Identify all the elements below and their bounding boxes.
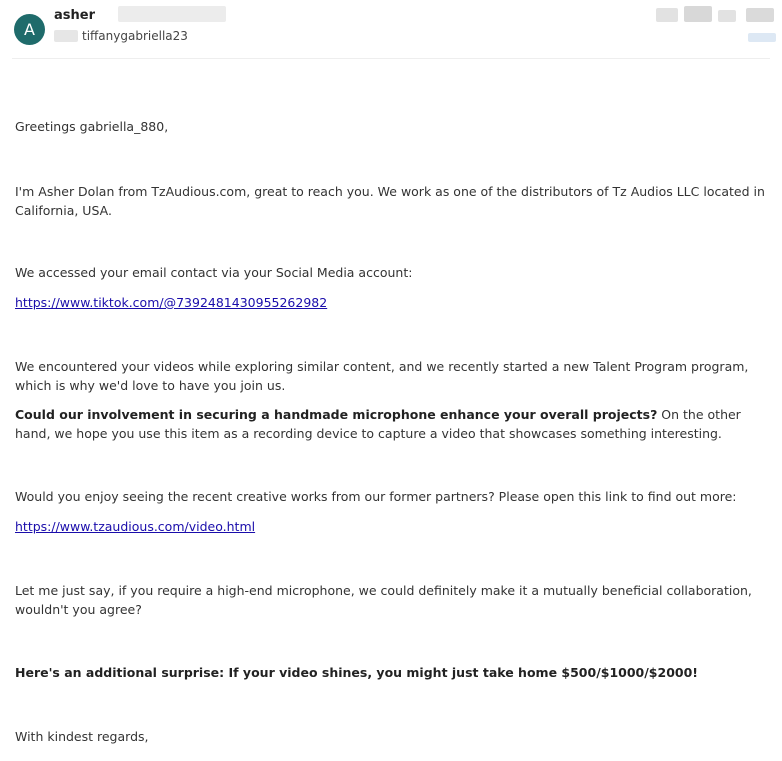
- partners-paragraph: Would you enjoy seeing the recent creative works from our former partners? Please open this link to find out more:: [15, 489, 737, 504]
- collaboration-paragraph: Let me just say, if you require a high-end microphone, we could definitely make it a mutually beneficial collaboration, wouldn't you agree?: [15, 583, 752, 617]
- redacted-block: [684, 6, 712, 22]
- email-header: [0, 0, 782, 58]
- video-link[interactable]: https://www.tzaudious.com/video.html: [15, 519, 256, 534]
- surprise-bold: Here's an additional surprise: If your video shines, you might just take home $500/$1000/$2000!: [15, 665, 698, 680]
- talent-program-paragraph: We encountered your videos while exploring similar content, and we recently started a new Talent Program program, which is why we'd love to have you join us.: [15, 359, 749, 393]
- sender-avatar[interactable]: A: [14, 14, 45, 45]
- question-rest: On the other hand, we hope you use this item as a recording device to capture a video that showcases something interesting.: [15, 407, 741, 441]
- surprise-paragraph: [15, 664, 771, 683]
- social-link-line: [15, 294, 771, 313]
- social-media-link[interactable]: https://www.tiktok.com/@7392481430955262982: [15, 295, 328, 310]
- sender-address-text: tiffanygabriella23: [82, 29, 188, 43]
- contact-source-paragraph: We accessed your email contact via your Social Media account:: [15, 265, 413, 280]
- question-paragraph: [15, 406, 771, 443]
- sender-name[interactable]: asher: [54, 8, 95, 23]
- redacted-block: [54, 30, 78, 42]
- intro-paragraph: I'm Asher Dolan from TzAudious.com, great to reach you. We work as one of the distributors of Tz Audios LLC located in California, USA.: [15, 184, 765, 218]
- greeting: Greetings gabriella_880,: [15, 119, 169, 134]
- question-bold: Could our involvement in securing a handmade microphone enhance your overall projects?: [15, 407, 658, 422]
- redacted-block: [718, 10, 736, 22]
- redacted-block: [746, 8, 774, 22]
- signoff: With kindest regards,: [15, 729, 149, 744]
- video-link-line: [15, 518, 771, 537]
- redacted-block: [656, 8, 678, 22]
- header-divider: [12, 58, 770, 59]
- redacted-block: [748, 33, 776, 42]
- redacted-block: [118, 6, 226, 22]
